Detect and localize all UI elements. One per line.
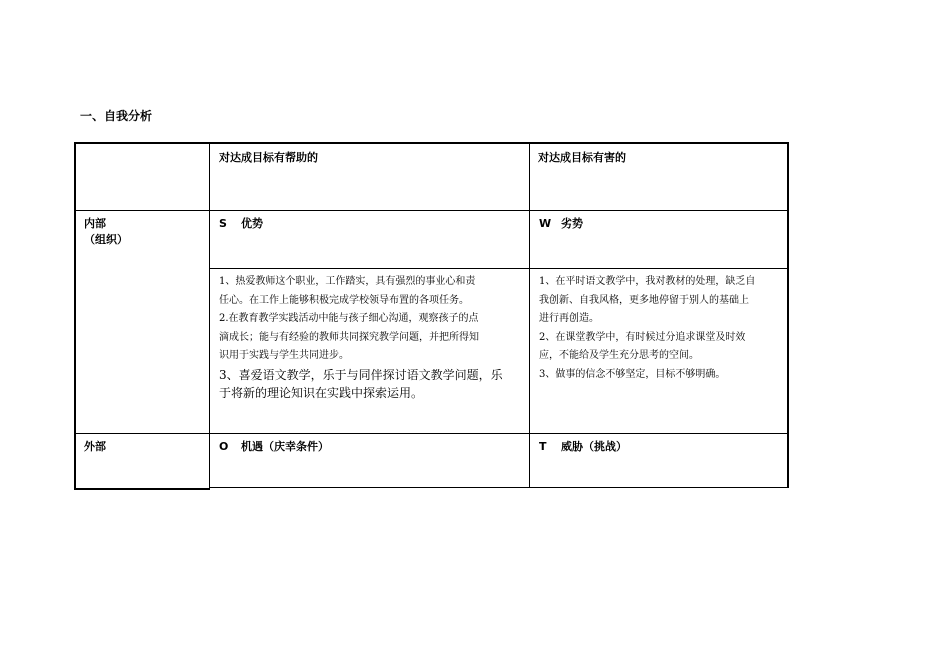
weaknesses-letter: W <box>539 217 552 230</box>
row-divider-header <box>74 210 788 211</box>
table-right-border <box>787 142 789 488</box>
strengths-letter: S <box>219 217 227 230</box>
weaknesses-title <box>539 216 583 232</box>
strengths-line: 任心。在工作上能够积极完成学校领导布置的各项任务。 <box>219 294 469 306</box>
table-top-border <box>74 142 789 144</box>
column-divider-2 <box>529 142 530 487</box>
strengths-line: 识用于实践与学生共同进步。 <box>219 350 349 361</box>
table-bottom-border-right <box>209 487 789 488</box>
strengths-line: 1、热爱教师这个职业，工作踏实，具有强烈的事业心和责 <box>219 276 476 287</box>
weaknesses-line: 2、在课堂教学中，有时候过分追求课堂及时效 <box>539 331 746 343</box>
threats-title <box>539 439 627 455</box>
strengths-line: 3、喜爱语文教学，乐于与同伴探讨语文教学问题，乐 <box>219 367 503 382</box>
internal-label <box>84 216 128 248</box>
section-heading: 一、自我分析 <box>80 109 153 123</box>
internal-label-line2: （组织） <box>84 233 128 246</box>
strengths-content <box>219 273 503 403</box>
weaknesses-line: 应，不能给及学生充分思考的空间。 <box>539 350 699 361</box>
table-left-border <box>74 142 76 490</box>
strengths-line: 滴成长；能与有经验的教师共同探究教学问题，并把所得知 <box>219 331 479 343</box>
column-divider-1 <box>209 142 210 490</box>
strengths-label: 优势 <box>241 217 263 230</box>
weaknesses-line: 进行再创造。 <box>539 313 599 324</box>
weaknesses-label: 劣势 <box>561 217 583 230</box>
internal-label-line1: 内部 <box>84 217 106 230</box>
opportunities-title <box>219 439 329 455</box>
opportunities-letter: O <box>219 440 229 453</box>
header-helpful: 对达成目标有帮助的 <box>219 151 318 164</box>
weaknesses-line: 1、在平时语文教学中，我对教材的处理，缺乏自 <box>539 276 756 287</box>
header-harmful: 对达成目标有害的 <box>538 151 626 164</box>
threats-letter: T <box>539 440 547 453</box>
strengths-line: 2.在教育教学实践活动中能与孩子细心沟通，观察孩子的点 <box>219 313 479 324</box>
external-label: 外部 <box>84 440 106 453</box>
opportunities-label: 机遇（庆幸条件） <box>241 440 329 453</box>
row-divider-internal-body <box>209 268 788 269</box>
weaknesses-line: 我创新、自我风格，更多地停留于别人的基础上 <box>539 294 749 306</box>
weaknesses-line: 3、做事的信念不够坚定，目标不够明确。 <box>539 368 726 380</box>
table-bottom-border-left <box>74 488 210 490</box>
threats-label: 威胁（挑战） <box>561 440 627 453</box>
strengths-title <box>219 216 263 232</box>
row-divider-external <box>74 433 788 434</box>
strengths-line: 于将新的理论知识在实践中探索运用。 <box>219 386 424 400</box>
weaknesses-content <box>539 273 755 384</box>
